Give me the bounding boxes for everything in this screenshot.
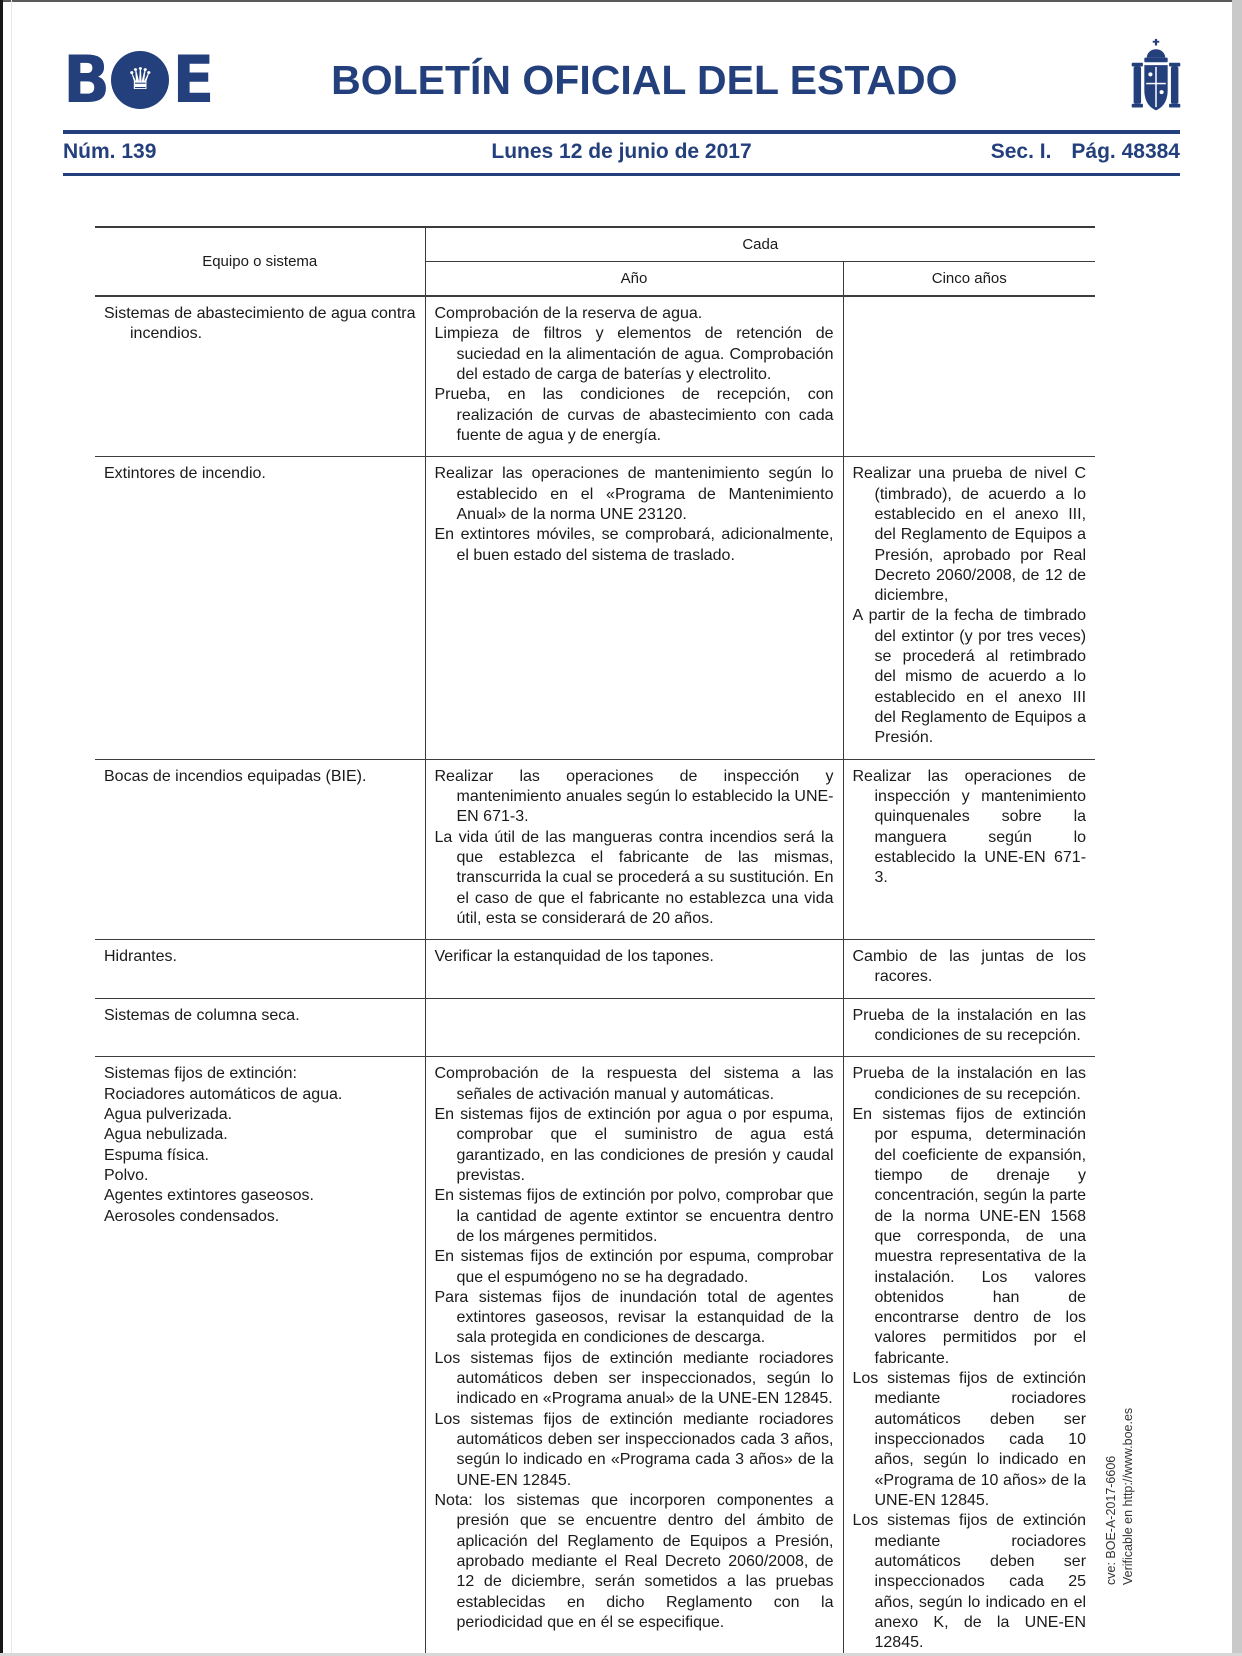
section-page (991, 140, 1180, 164)
subheader (63, 140, 1180, 166)
cell-paragraph: En sistemas fijos de extinción por agua o por espuma, comprobar que el suministro de agua está garantizado, en las condiciones de presión y caudal previstas. (434, 1106, 834, 1184)
cell-cinco (843, 940, 1095, 999)
cell-paragraph: Los sistemas fijos de extinción mediante rociadores automáticos deben ser inspeccionados cada 25 años, según lo indicado en el anexo K, de la UNE-EN 12845. (852, 1512, 1087, 1652)
cell-equipo (95, 457, 425, 759)
cell-paragraph: Espuma física. (104, 1146, 209, 1164)
cve-code: cve: BOE-A-2017-6606 (1104, 1455, 1118, 1585)
cell-paragraph: Los sistemas fijos de extinción mediante rociadores automáticos deben ser inspeccionados cada 10 años, según lo indicado en «Programa de 10 años» de la UNE-EN 12845. (852, 1370, 1087, 1509)
maintenance-table-body (95, 296, 1095, 1656)
cell-paragraph: En sistemas fijos de extinción por espuma, comprobar que el espumógeno no se ha degradado. (434, 1248, 834, 1286)
table-row (95, 1057, 1095, 1656)
column-header-cada: Cada (425, 227, 1095, 262)
cell-paragraph: Bocas de incendios equipadas (BIE). (104, 767, 367, 785)
table-row (95, 940, 1095, 999)
crown-icon: ♛ (126, 62, 154, 97)
cell-paragraph: En sistemas fijos de extinción por espuma, determinación del coeficiente de expansión, tiempo de drenaje y concentración, según la parte de la norma UNE-EN 1568 que corresponda, de una muestra representativa de la instalación. Los valores obtenidos han de encontrarse dentro de los valores permitidos por el fabricante. (852, 1106, 1087, 1367)
cell-paragraph: Polvo. (104, 1166, 149, 1184)
cell-paragraph: Realizar una prueba de nivel C (timbrado), de acuerdo a lo establecido en el anexo III, del Reglamento de Equipos a Presión, aprobado por Real Decreto 2060/2008, de 12 de diciembre, (852, 465, 1087, 605)
masthead (0, 0, 1242, 118)
cell-paragraph: Realizar las operaciones de mantenimiento según lo establecido en el «Programa de Mantenimiento Anual» de la norma UNE 23120. (434, 465, 834, 523)
cell-paragraph: Rociadores automáticos de agua. (104, 1085, 343, 1103)
cell-paragraph: Hidrantes. (104, 948, 177, 966)
table-row (95, 296, 1095, 457)
cell-paragraph: Realizar las operaciones de inspección y mantenimiento quinquenales sobre la manguera según lo establecido la UNE-EN 671-3. (852, 767, 1087, 887)
cell-paragraph: En extintores móviles, se comprobará, adicionalmente, el buen estado del sistema de traslado. (434, 526, 834, 564)
cell-paragraph: Sistemas fijos de extinción: (104, 1065, 297, 1083)
cell-paragraph: Los sistemas fijos de extinción mediante rociadores automáticos deben ser inspeccionados cada 3 años, según lo indicado en «Programa cada 3 años» de la UNE-EN 12845. (434, 1410, 834, 1489)
boe-logo-letter-e: E (172, 41, 213, 118)
issue-number: Núm. 139 (63, 140, 157, 163)
boe-logo (63, 41, 213, 118)
cell-paragraph: Cambio de las juntas de los racores. (852, 948, 1087, 986)
cell-paragraph: Prueba, en las condiciones de recepción, con realización de curvas de abastecimiento con cada fuente de agua y de energía. (434, 386, 834, 444)
cell-ano (425, 296, 843, 457)
cell-equipo (95, 759, 425, 940)
cve-vertical-text (1103, 1408, 1137, 1585)
cell-equipo (95, 940, 425, 999)
issue-date: Lunes 12 de junio de 2017 (491, 140, 752, 163)
cell-cinco (843, 998, 1095, 1057)
header-rule-bottom (63, 173, 1180, 176)
scan-gutter-line (11, 0, 12, 1656)
cell-paragraph: A partir de la fecha de timbrado del extintor (y por tres veces) se procederá al retimbrado del mismo de acuerdo a lo establecido en el anexo III del Reglamento de Equipos a Presión. (852, 607, 1087, 747)
cell-paragraph: Prueba de la instalación en las condiciones de su recepción. (852, 1065, 1087, 1103)
spain-coat-of-arms-icon (1128, 37, 1184, 123)
cell-ano (425, 998, 843, 1057)
scan-edge-top (0, 0, 1242, 2)
cell-ano (425, 759, 843, 940)
column-header-cinco: Cinco años (843, 262, 1095, 297)
verificable-url: Verificable en http://www.boe.es (1121, 1407, 1135, 1585)
column-header-equipo: Equipo o sistema (95, 227, 425, 296)
cell-ano (425, 940, 843, 999)
cell-equipo (95, 998, 425, 1057)
cell-paragraph: Extintores de incendio. (104, 465, 266, 483)
cell-cinco (843, 1057, 1095, 1656)
cell-ano (425, 457, 843, 759)
boe-logo-o-emblem (111, 51, 169, 109)
cell-paragraph: Realizar las operaciones de inspección y mantenimiento anuales según lo establecido la UNE-EN 671-3. (434, 767, 834, 826)
cell-equipo (95, 1057, 425, 1656)
cell-cinco (843, 296, 1095, 457)
cell-paragraph: Agentes extintores gaseosos. (104, 1187, 314, 1205)
cell-paragraph: En sistemas fijos de extinción por polvo, comprobar que la cantidad de agente extintor se encuentra dentro de los márgenes permitidos. (434, 1187, 834, 1245)
header-rule-top (63, 130, 1180, 134)
scan-edge-right (1232, 0, 1242, 1656)
cell-paragraph: Los sistemas fijos de extinción mediante rociadores automáticos deben ser inspeccionados, según lo indicado en «Programa anual» de la UNE-EN 12845. (434, 1349, 834, 1408)
scan-edge-left (0, 0, 3, 1656)
cell-paragraph: Aerosoles condensados. (104, 1207, 280, 1225)
cell-paragraph: Nota: los sistemas que incorporen componentes a presión que se encuentre dentro del ámbito de aplicación del Reglamento de Equipos a Presión, aprobado mediante el Real Decreto 2060/2008, de 12 de diciembre, serán sometidos a las pruebas establecidas en dicho Reglamento con la periodicidad que en él se especifique. (434, 1491, 834, 1631)
cell-paragraph: La vida útil de las mangueras contra incendios será la que establezca el fabricante de las mismas, transcurrida la cual se procederá a su sustitución. En el caso de que el fabricante no establezca una vida útil, esta se considerará de 20 años. (434, 828, 834, 927)
cell-equipo (95, 296, 425, 457)
table-row (95, 457, 1095, 759)
cell-paragraph: Sistemas de abastecimiento de agua contra incendios. (104, 305, 416, 343)
cell-ano (425, 1057, 843, 1656)
boe-logo-letter-b: B (63, 41, 109, 118)
maintenance-table (95, 226, 1095, 1656)
table-header (95, 227, 1095, 296)
table-row (95, 759, 1095, 940)
cell-paragraph: Prueba de la instalación en las condiciones de su recepción. (852, 1006, 1087, 1045)
table-row (95, 998, 1095, 1057)
cell-paragraph: Para sistemas fijos de inundación total de agentes extintores gaseosos, revisar la estanquidad de la sala protegida en condiciones de descarga. (434, 1288, 834, 1347)
cell-paragraph: Comprobación de la reserva de agua. (434, 305, 703, 323)
cell-paragraph: Agua nebulizada. (104, 1126, 228, 1144)
cell-paragraph: Agua pulverizada. (104, 1106, 233, 1124)
cell-paragraph: Limpieza de filtros y elementos de retención de suciedad en la alimentación de agua. Comprobación del estado de carga de baterías y electrolito. (434, 325, 834, 384)
page-title: BOLETÍN OFICIAL DEL ESTADO (331, 56, 958, 103)
cell-paragraph: Verificar la estanquidad de los tapones. (434, 948, 714, 966)
cell-cinco (843, 759, 1095, 940)
cell-cinco (843, 457, 1095, 759)
column-header-ano: Año (425, 262, 843, 297)
page-number: Pág. 48384 (1071, 140, 1180, 163)
cell-paragraph: Sistemas de columna seca. (104, 1006, 300, 1024)
cell-paragraph: Comprobación de la respuesta del sistema a las señales de activación manual y automáticas. (434, 1065, 834, 1103)
section-label: Sec. I. (990, 140, 1052, 163)
